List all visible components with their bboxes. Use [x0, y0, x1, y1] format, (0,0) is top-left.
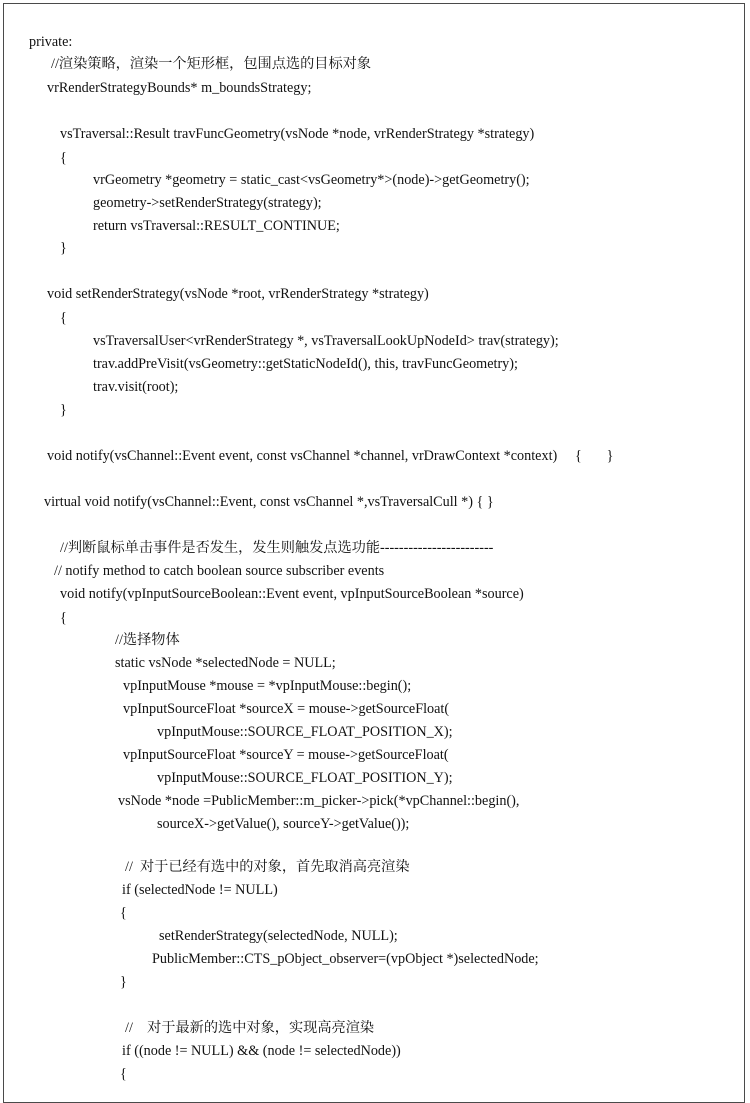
code-comment: // notify method to catch boolean source subscriber events	[54, 563, 385, 579]
code-line: virtual void notify(vsChannel::Event, const vsChannel *,vsTraversalCull *) { }	[44, 494, 494, 510]
code-comment: //判断鼠标单击事件是否发生，发生则触发点选功能------------------------	[60, 540, 494, 556]
code-line: PublicMember::CTS_pObject_observer=(vpObject *)selectedNode;	[152, 951, 539, 967]
code-line: vrGeometry *geometry = static_cast<vsGeometry*>(node)->getGeometry();	[93, 172, 530, 188]
code-brace: }	[120, 974, 127, 990]
code-line: static vsNode *selectedNode = NULL;	[115, 655, 336, 671]
code-brace: {	[120, 905, 127, 921]
code-brace: }	[60, 240, 67, 256]
code-line: geometry->setRenderStrategy(strategy);	[93, 195, 322, 211]
code-line: vpInputSourceFloat *sourceY = mouse->getSourceFloat(	[123, 747, 449, 763]
code-brace: {	[60, 610, 67, 626]
code-brace: {	[60, 150, 67, 166]
code-line: vpInputMouse *mouse = *vpInputMouse::begin();	[123, 678, 412, 694]
code-line: vrRenderStrategyBounds* m_boundsStrategy;	[47, 80, 312, 96]
code-comment: //选择物体	[115, 632, 180, 648]
code-line: sourceX->getValue(), sourceY->getValue());	[157, 816, 410, 832]
code-comment: //渲染策略，渲染一个矩形框，包围点选的目标对象	[51, 56, 372, 72]
code-line: if (selectedNode != NULL)	[122, 882, 278, 898]
code-line: if ((node != NULL) && (node != selectedNode))	[122, 1043, 401, 1059]
code-line: vpInputMouse::SOURCE_FLOAT_POSITION_Y);	[157, 770, 453, 786]
code-brace: {	[120, 1066, 127, 1082]
code-brace: {	[60, 310, 67, 326]
code-line: return vsTraversal::RESULT_CONTINUE;	[93, 218, 340, 234]
code-line: void notify(vpInputSourceBoolean::Event event, vpInputSourceBoolean *source)	[60, 586, 524, 602]
code-comment: // 对于已经有选中的对象，首先取消高亮渲染	[125, 859, 410, 875]
code-line: vsNode *node =PublicMember::m_picker->pick(*vpChannel::begin(),	[118, 793, 520, 809]
code-line: trav.visit(root);	[93, 379, 179, 395]
code-line: setRenderStrategy(selectedNode, NULL);	[159, 928, 398, 944]
code-line: trav.addPreVisit(vsGeometry::getStaticNodeId(), this, travFuncGeometry);	[93, 356, 518, 372]
code-line: private:	[29, 34, 73, 50]
code-line: void setRenderStrategy(vsNode *root, vrRenderStrategy *strategy)	[47, 286, 429, 302]
code-brace: }	[60, 402, 67, 418]
code-comment: // 对于最新的选中对象，实现高亮渲染	[125, 1020, 375, 1036]
code-frame	[3, 3, 745, 1103]
code-line: vsTraversalUser<vrRenderStrategy *, vsTraversalLookUpNodeId> trav(strategy);	[93, 333, 559, 349]
code-line: void notify(vsChannel::Event event, const vsChannel *channel, vrDrawContext *context) { }	[47, 448, 614, 464]
code-line: vsTraversal::Result travFuncGeometry(vsNode *node, vrRenderStrategy *strategy)	[60, 126, 535, 142]
code-line: vpInputMouse::SOURCE_FLOAT_POSITION_X);	[157, 724, 453, 740]
code-line: vpInputSourceFloat *sourceX = mouse->getSourceFloat(	[123, 701, 450, 717]
